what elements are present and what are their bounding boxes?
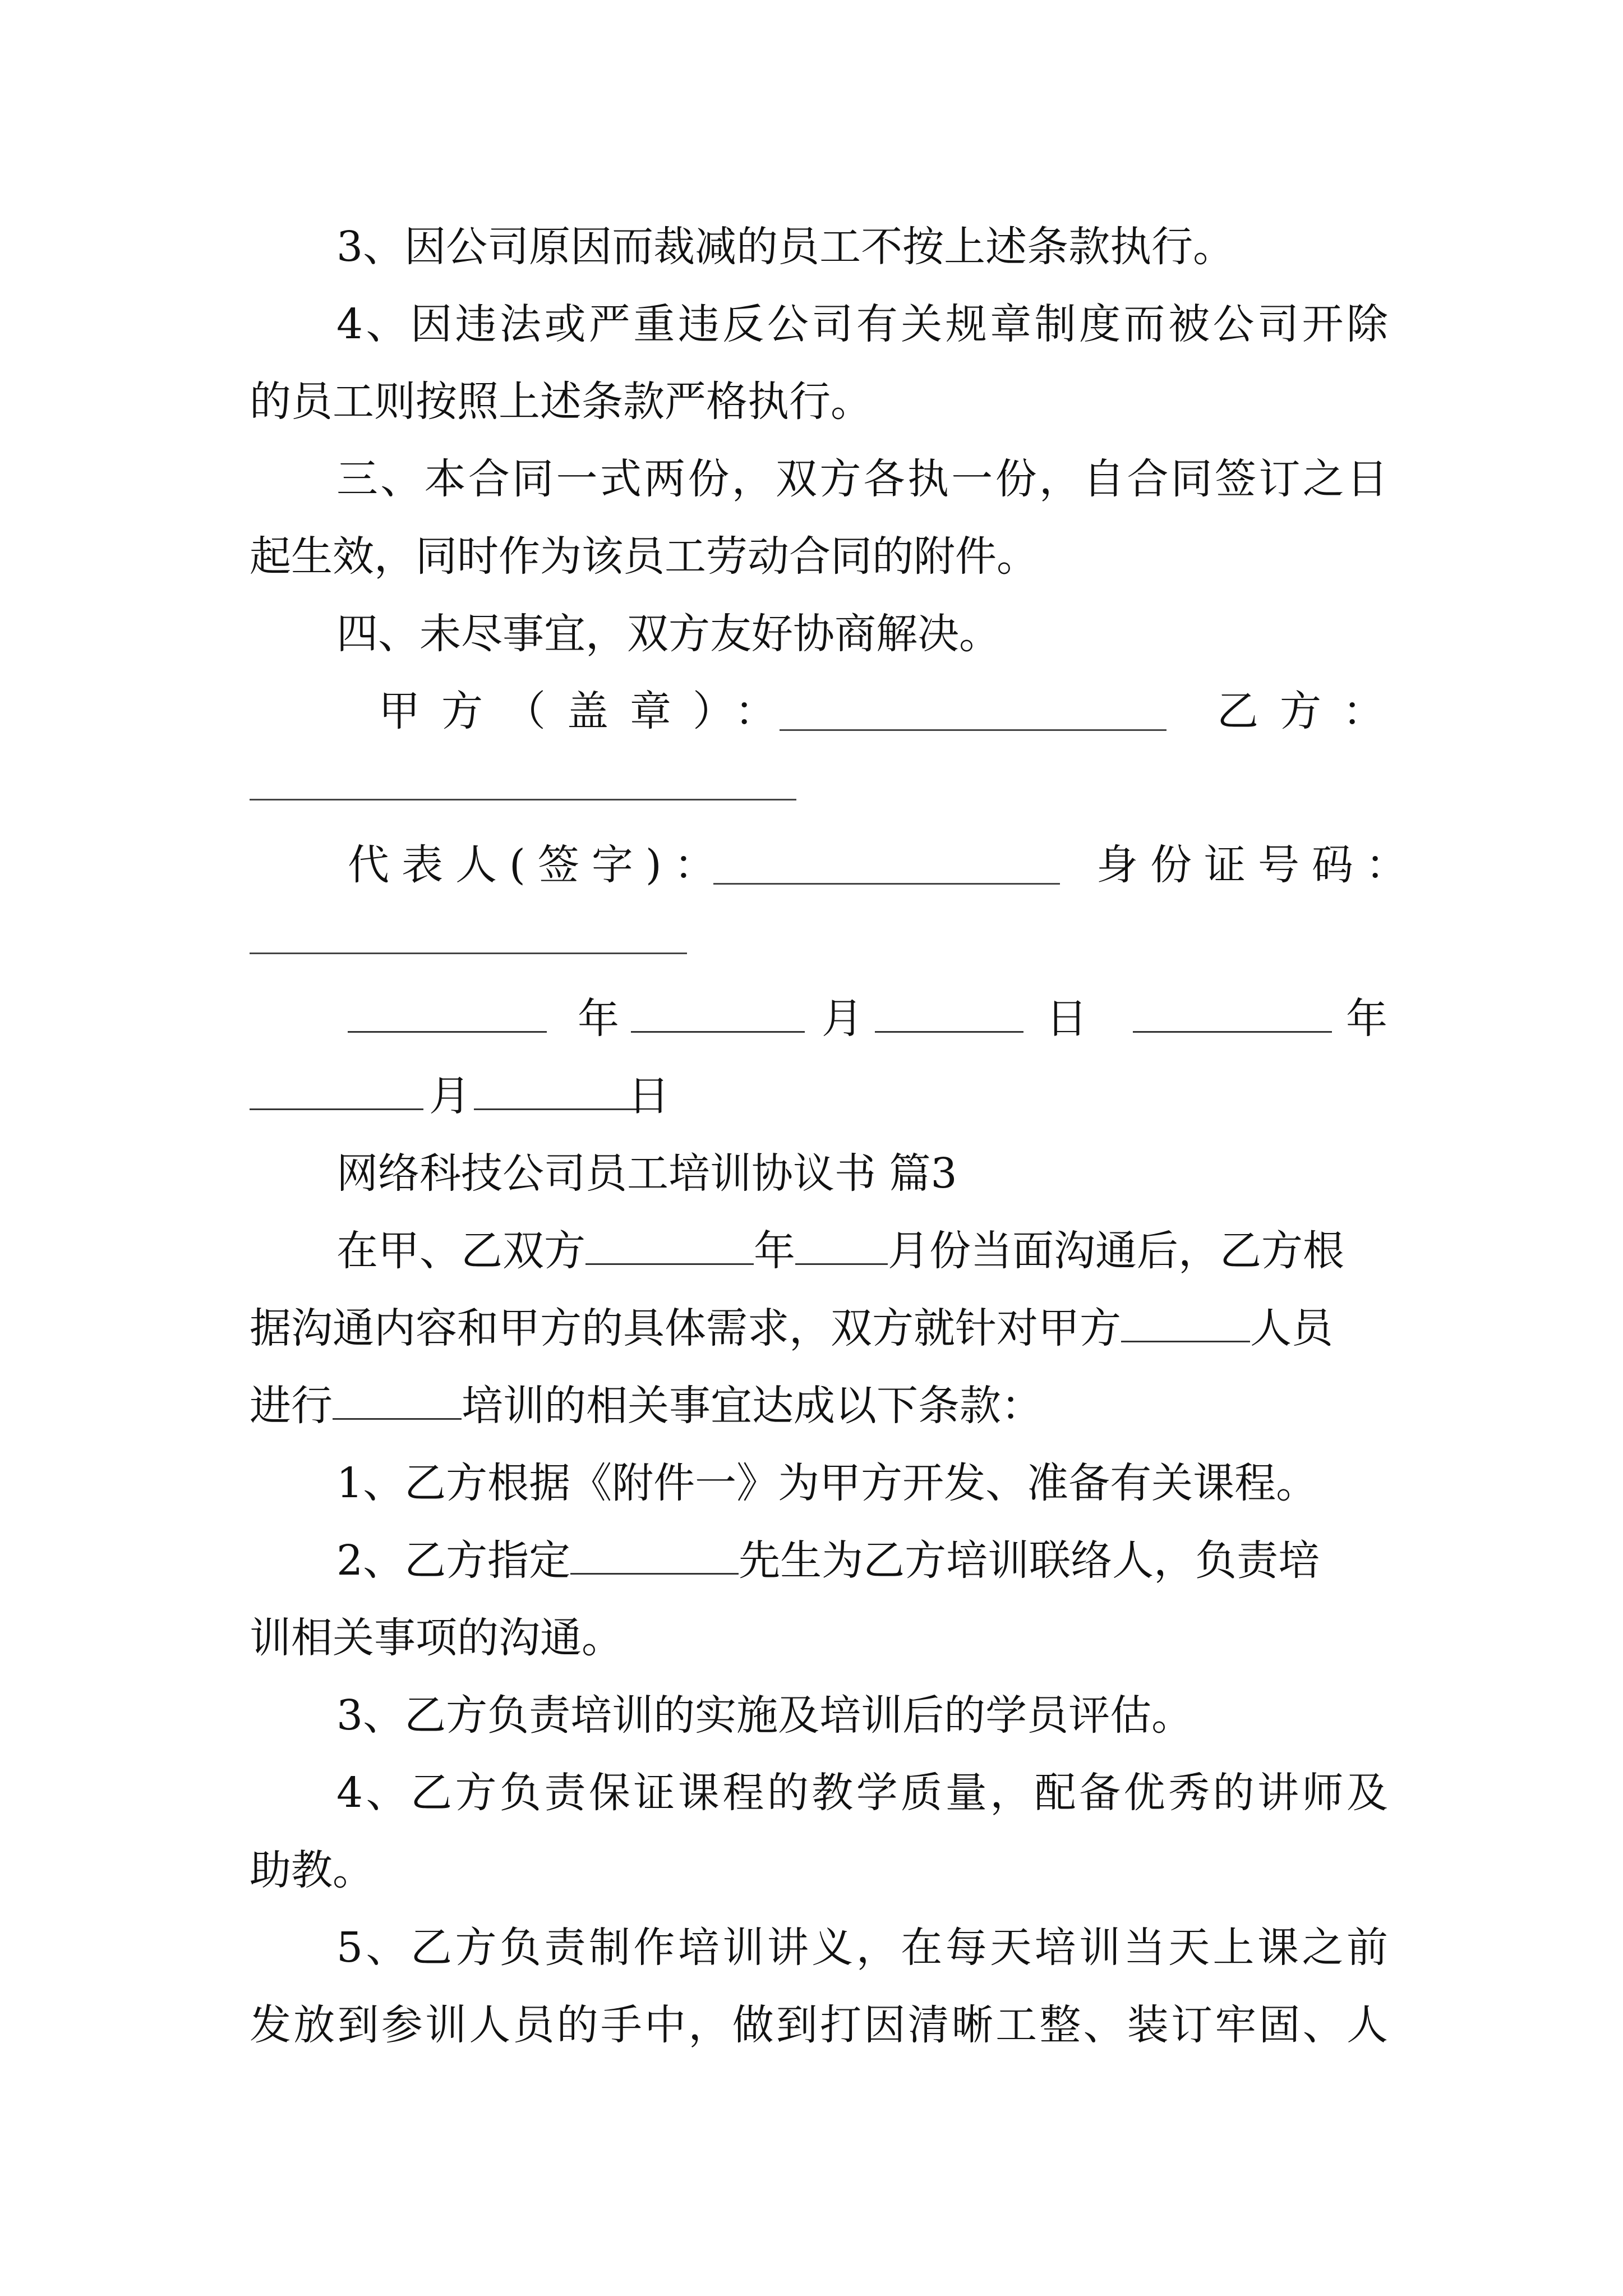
intro-text-b: 年 — [754, 1227, 795, 1275]
item2-contact-blank — [570, 1534, 739, 1575]
section-title: 网络科技公司员工培训协议书 篇3 — [336, 1149, 957, 1198]
intro-year-blank — [585, 1224, 754, 1265]
intro-month-blank — [795, 1224, 888, 1265]
year-blank-b — [1133, 992, 1332, 1033]
item-4-line1: 4、乙方负责保证课程的教学质量，配备优秀的讲师及 — [336, 1769, 1388, 1817]
month-blank-b — [250, 1069, 423, 1110]
paragraph-article-4: 四、未尽事宜，双方友好协商解决。 — [336, 610, 1000, 658]
item-5-line2: 发放到参训人员的手中，做到打因清晰工整、装订牢固、人 — [250, 2001, 1388, 2049]
paragraph-article-3-line1: 三、本合同一式两份，双方各执一份，自合同签订之日 — [336, 455, 1388, 503]
item2-text-b: 先生为乙方培训联络人，负责培 — [739, 1536, 1320, 1585]
year-label-a: 年 — [578, 995, 619, 1043]
representative-signature-line — [713, 883, 1060, 885]
intro3-text-b: 培训的相关事宜达成以下条款： — [462, 1382, 1043, 1430]
day-label-b: 日 — [628, 1072, 670, 1120]
intro2-text-a: 据沟通内容和甲方的具体需求，双方就针对甲方 — [250, 1304, 1121, 1352]
month-label-a: 月 — [822, 995, 863, 1043]
item-2-line2: 训相关事项的沟通。 — [250, 1614, 623, 1662]
item-2-line1 — [336, 1533, 1388, 1589]
month-label-b: 月 — [429, 1072, 471, 1120]
paragraph-article-3-line2: 起生效，同时作为该员工劳动合同的附件。 — [250, 532, 1038, 581]
intro-line1 — [336, 1223, 1388, 1279]
paragraph-clause-4-line2: 的员工则按照上述条款严格执行。 — [250, 378, 872, 426]
representative-label: 代表人(签字)： — [348, 841, 728, 889]
date-row-2 — [250, 1068, 1388, 1124]
id-number-label: 身份证号码： — [1096, 841, 1419, 889]
item-1: 1、乙方根据《附件一》为甲方开发、准备有关课程。 — [336, 1459, 1318, 1507]
intro2-text-b: 人员 — [1250, 1304, 1333, 1352]
day-blank-b — [474, 1069, 639, 1110]
intro-line3 — [250, 1378, 1388, 1434]
intro-training-blank — [333, 1379, 462, 1420]
signature-row-parties — [250, 683, 1405, 739]
intro-line2 — [250, 1300, 1388, 1356]
item-5-line1: 5、乙方负责制作培训讲义，在每天培训当天上课之前 — [336, 1924, 1388, 1972]
item-3: 3、乙方负责培训的实施及培训后的学员评估。 — [336, 1691, 1193, 1740]
paragraph-clause-3: 3、因公司原因而裁减的员工不按上述条款执行。 — [336, 223, 1235, 271]
month-blank-a — [631, 992, 805, 1033]
party-a-label: 甲方（盖章）： — [379, 687, 797, 735]
date-row-1 — [250, 991, 1388, 1047]
item-4-line2: 助教。 — [250, 1846, 374, 1894]
year-blank-a — [348, 992, 547, 1033]
item2-text-a: 2、乙方指定 — [336, 1536, 571, 1585]
intro-text-a: 在甲、乙双方 — [336, 1227, 585, 1275]
year-label-b: 年 — [1346, 995, 1387, 1043]
intro-text-c: 月份当面沟通后，乙方根 — [888, 1227, 1344, 1275]
intro3-text-a: 进行 — [250, 1382, 333, 1430]
paragraph-clause-4-line1: 4、因违法或严重违反公司有关规章制度而被公司开除 — [336, 300, 1388, 348]
party-a-signature-line — [780, 729, 1166, 731]
intro-personnel-blank — [1121, 1301, 1250, 1342]
day-label-a: 日 — [1046, 995, 1087, 1043]
id-number-line — [250, 953, 687, 954]
party-b-signature-line — [250, 799, 796, 800]
day-blank-a — [875, 992, 1023, 1033]
signature-row-representative — [250, 837, 1419, 893]
party-b-label: 乙方： — [1217, 687, 1405, 735]
